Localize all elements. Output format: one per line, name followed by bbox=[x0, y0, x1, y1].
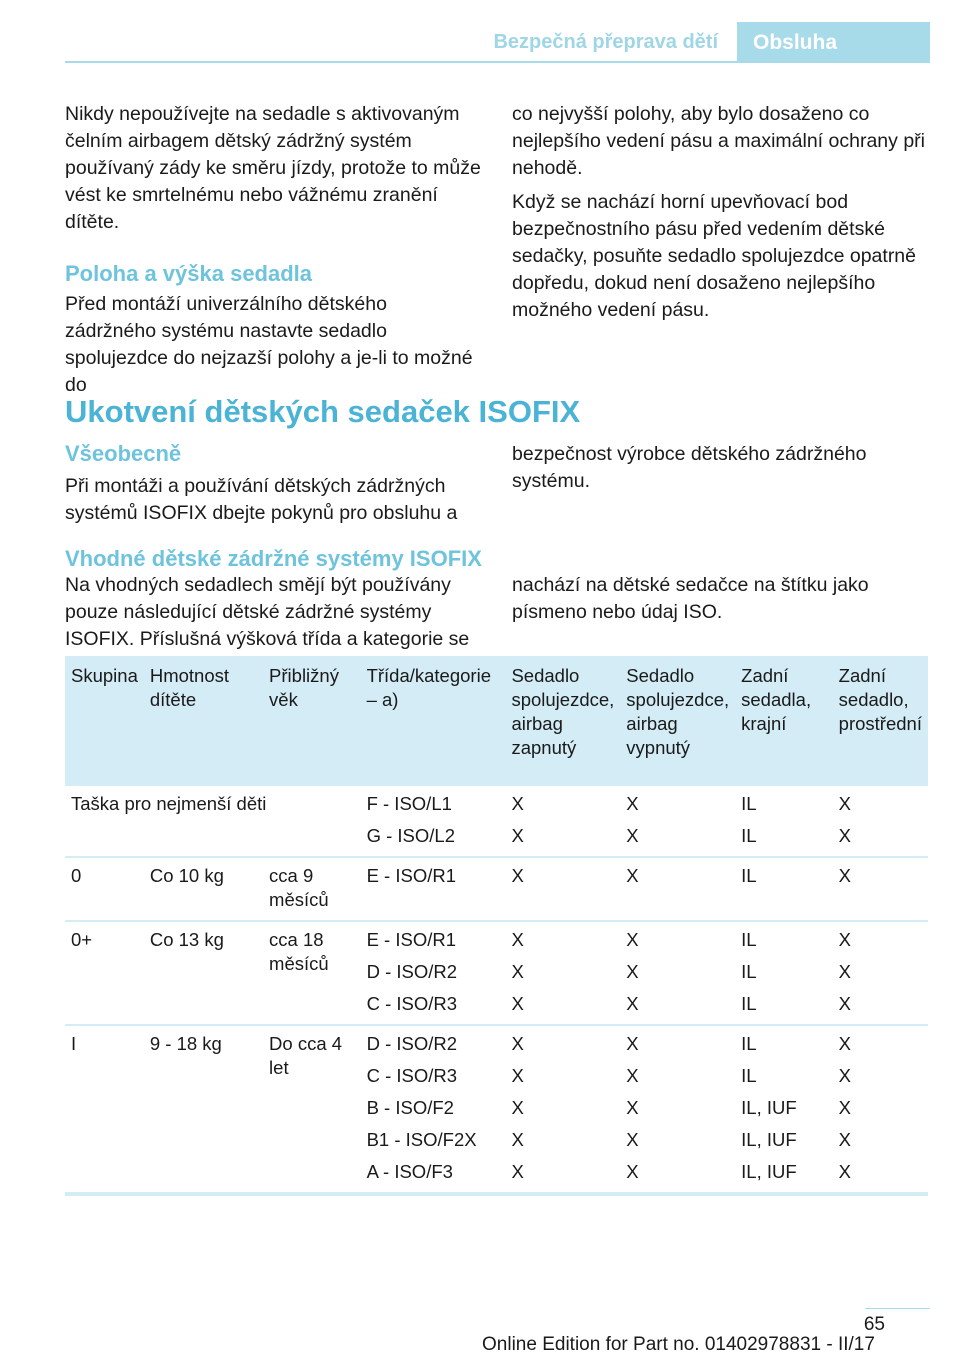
table-row bbox=[65, 857, 928, 921]
cell-airbag-off: X X X bbox=[620, 921, 735, 1025]
header-airbag-off: Sedadlo spolujezdce, airbag vypnutý bbox=[620, 656, 735, 786]
cell-rear-middle: X bbox=[833, 857, 928, 921]
cell-class: E - ISO/R1 D - ISO/R2 C - ISO/R3 bbox=[361, 921, 506, 1025]
header-age: Přibližný věk bbox=[263, 656, 361, 786]
chapter-tab: Obsluha bbox=[737, 22, 930, 61]
cell-rear-middle: X X bbox=[833, 786, 928, 857]
cell-age: Do cca 4 let bbox=[263, 1025, 361, 1194]
cell-weight: 9 - 18 kg bbox=[144, 1025, 263, 1194]
page-number: 65 bbox=[863, 1314, 885, 1335]
isofix-table bbox=[65, 656, 928, 1196]
cell-rear-middle: X X X X X bbox=[833, 1025, 928, 1194]
top-left-column bbox=[65, 101, 483, 406]
table-row bbox=[65, 921, 928, 1025]
header-rear-middle: Zadní sedadlo, prostřední bbox=[833, 656, 928, 786]
cell-airbag-on: X X X bbox=[505, 921, 620, 1025]
cell-airbag-off: X X X X X bbox=[620, 1025, 735, 1194]
airbag-warning-paragraph: Nikdy nepoužívejte na sedadle s aktivovaným čelním airbagem dětský zádržný systém používaný zády ke směru jízdy, protože to může vést ke smrtelnému nebo vážnému zranění dítěte. bbox=[65, 103, 481, 233]
cell-airbag-off: X bbox=[620, 857, 735, 921]
cell-group: 0+ bbox=[65, 921, 144, 1025]
cell-rear-middle: X X X bbox=[833, 921, 928, 1025]
cell-age: cca 9 měsíců bbox=[263, 857, 361, 921]
cell-group: Taška pro nejmenší děti bbox=[65, 786, 361, 857]
table-header-row bbox=[65, 656, 928, 786]
cell-rear-outer: IL IL IL, IUF IL, IUF IL, IUF bbox=[735, 1025, 833, 1194]
seat-position-paragraph: Před montáží univerzálního dětského zádržného systému nastavte sedadlo spolujezdce do nejzazší polohy a je-li to možné do bbox=[65, 293, 473, 396]
cell-airbag-on: X X X X X bbox=[505, 1025, 620, 1194]
general-left-text: Při montáži a používání dětských zádržných systémů ISOFIX dbejte pokynů pro obsluhu a bbox=[65, 475, 458, 524]
suitable-right-text: nachází na dětské sedačce na štítku jako písmeno nebo údaj ISO. bbox=[512, 574, 869, 623]
cell-airbag-off: X X bbox=[620, 786, 735, 857]
section-title: Bezpečná přeprava dětí bbox=[493, 31, 718, 53]
suitable-heading: Vhodné dětské zádržné systémy ISOFIX bbox=[65, 546, 482, 571]
general-heading: Všeobecně bbox=[65, 441, 182, 466]
cell-airbag-on: X bbox=[505, 857, 620, 921]
cell-group: I bbox=[65, 1025, 144, 1194]
cell-rear-outer: IL bbox=[735, 857, 833, 921]
cell-weight: Co 13 kg bbox=[144, 921, 263, 1025]
header-rear-outer: Zadní sedadla, krajní bbox=[735, 656, 833, 786]
table-row bbox=[65, 1025, 928, 1194]
seat-height-paragraph: co nejvyšší polohy, aby bylo dosaženo co nejlepšího vedení pásu a maximální ochrany při nehodě. bbox=[512, 103, 925, 179]
header-airbag-on: Sedadlo spolujezdce, airbag zapnutý bbox=[505, 656, 620, 786]
general-right-text: bezpečnost výrobce dětského zádržného systému. bbox=[512, 443, 867, 492]
cell-rear-outer: IL IL IL bbox=[735, 921, 833, 1025]
isofix-title: Ukotvení dětských sedaček ISOFIX bbox=[65, 394, 581, 429]
cell-class: E - ISO/R1 bbox=[361, 857, 506, 921]
header-class: Třída/kategorie – a) bbox=[361, 656, 506, 786]
table-row bbox=[65, 786, 928, 857]
cell-age: cca 18 měsíců bbox=[263, 921, 361, 1025]
seat-position-heading: Poloha a výška sedadla bbox=[65, 261, 313, 286]
cell-group: 0 bbox=[65, 857, 144, 921]
belt-anchor-paragraph: Když se nachází horní upevňovací bod bezpečnostního pásu před vedením dětské sedačky, posuňte sedadlo spolujezdce opatrně dopředu, dokud není dosaženo nejlepšího možného vedení pásu. bbox=[512, 191, 916, 321]
header-group: Skupina bbox=[65, 656, 144, 786]
edition-note: Online Edition for Part no. 01402978831 - II/17 bbox=[482, 1334, 875, 1355]
footer-rule bbox=[865, 1308, 930, 1309]
cell-class: D - ISO/R2 C - ISO/R3 B - ISO/F2 B1 - ISO/F2X A - ISO/F3 bbox=[361, 1025, 506, 1194]
suitable-left-text: Na vhodných sedadlech smějí být používány pouze následující dětské zádržné systémy ISOFIX. Příslušná výšková třída a kategorie se bbox=[65, 574, 470, 650]
cell-weight: Co 10 kg bbox=[144, 857, 263, 921]
header-rule bbox=[65, 61, 930, 63]
top-right-column bbox=[512, 101, 930, 331]
cell-class: F - ISO/L1 G - ISO/L2 bbox=[361, 786, 506, 857]
cell-airbag-on: X X bbox=[505, 786, 620, 857]
header-weight: Hmotnost dítěte bbox=[144, 656, 263, 786]
cell-rear-outer: IL IL bbox=[735, 786, 833, 857]
